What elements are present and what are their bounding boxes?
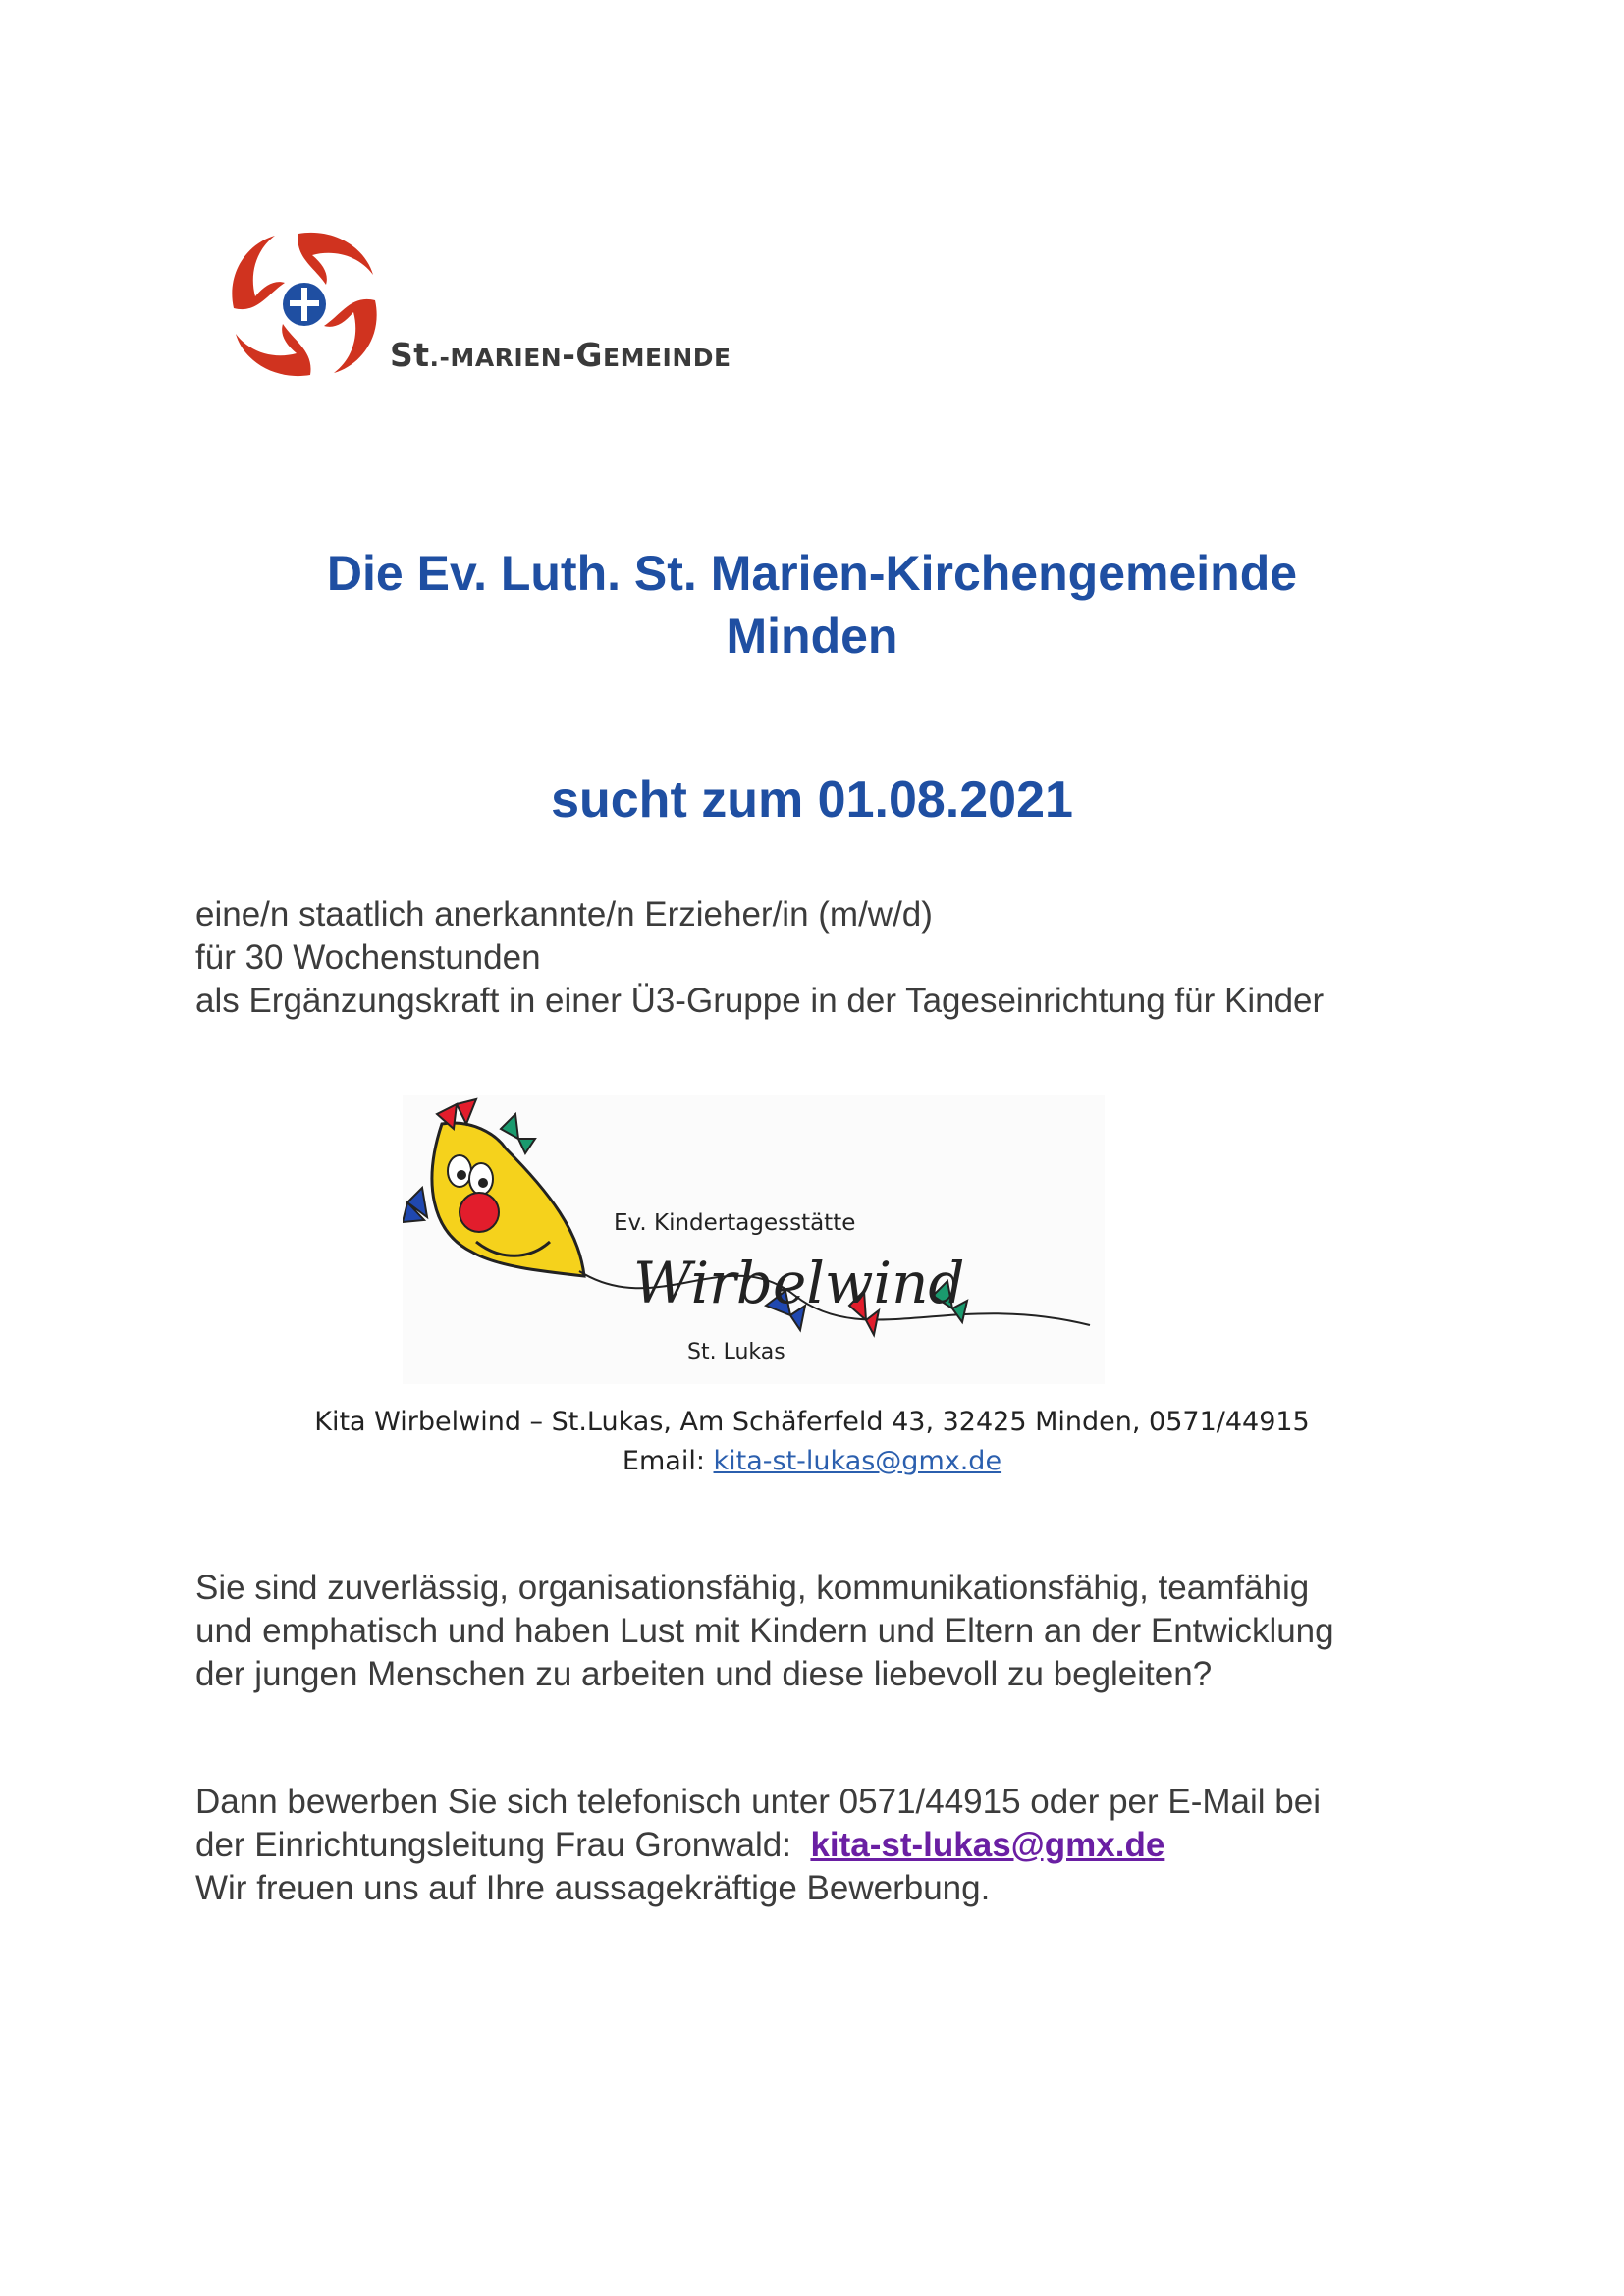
headline-line-2: Minden xyxy=(726,609,898,664)
kita-wirbelwind-logo xyxy=(403,1095,1105,1384)
application-text xyxy=(195,1781,1472,1910)
kita-subtitle: Ev. Kindertagesstätte xyxy=(614,1210,856,1236)
kita-address: Kita Wirbelwind – St.Lukas, Am Schäferfeld 43, 32425 Minden, 0571/44915 xyxy=(314,1407,1310,1437)
profile-line: Sie sind zuverlässig, organisationsfähig, kommunikationsfähig, teamfähig xyxy=(195,1569,1310,1607)
job-line: für 30 Wochenstunden xyxy=(195,938,541,977)
job-line: eine/n staatlich anerkannte/n Erzieher/in (m/w/d) xyxy=(195,895,933,934)
kita-location: St. Lukas xyxy=(687,1340,785,1364)
job-description xyxy=(195,893,1472,1023)
kita-email-link[interactable]: kita-st-lukas@gmx.de xyxy=(713,1446,1002,1476)
kita-email-line xyxy=(0,1446,1624,1476)
job-line: als Ergänzungskraft in einer Ü3-Gruppe in der Tageseinrichtung für Kinder xyxy=(195,982,1325,1020)
headline-date: sucht zum 01.08.2021 xyxy=(551,772,1073,828)
apply-line-2: der Einrichtungsleitung Frau Gronwald: kita-st-lukas@gmx.de xyxy=(195,1826,1165,1864)
rose-emblem-icon xyxy=(221,221,393,393)
org-brand-name: St.-MARIEN-GEMEINDE xyxy=(390,336,731,374)
apply-line-1: Dann bewerben Sie sich telefonisch unter 0571/44915 oder per E-Mail bei xyxy=(195,1783,1321,1821)
profile-line: und emphatisch und haben Lust mit Kindern und Eltern an der Entwicklung xyxy=(195,1612,1334,1650)
marien-logo xyxy=(221,221,810,393)
apply-email-link[interactable]: kita-st-lukas@gmx.de xyxy=(810,1826,1165,1864)
kita-wordmark: Wirbelwind xyxy=(633,1250,965,1316)
email-label: Email: xyxy=(622,1446,714,1476)
profile-text xyxy=(195,1567,1472,1696)
headline-line-1: Die Ev. Luth. St. Marien-Kirchengemeinde xyxy=(326,546,1298,601)
profile-line: der jungen Menschen zu arbeiten und diese liebevoll zu begleiten? xyxy=(195,1655,1213,1693)
apply-line-3: Wir freuen uns auf Ihre aussagekräftige Bewerbung. xyxy=(195,1869,991,1907)
